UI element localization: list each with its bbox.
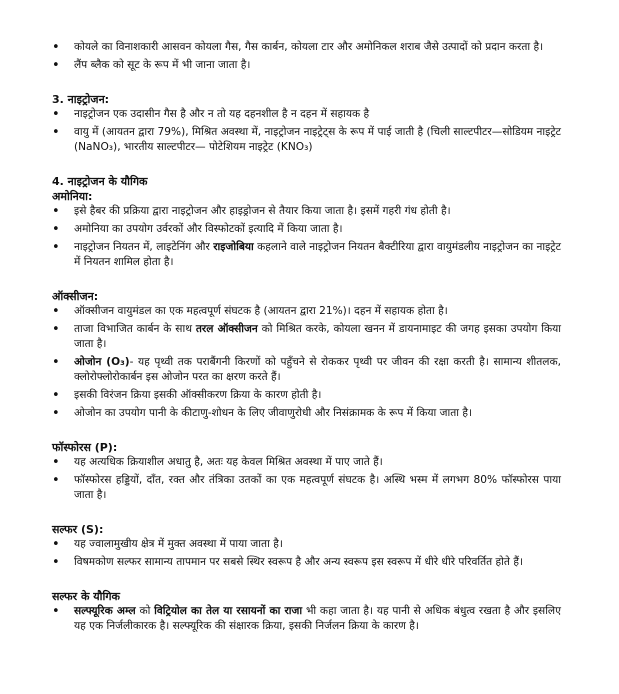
sulphur-list (52, 537, 561, 570)
list-item: • वायु में (आयतन द्वारा 79%), मिश्रित अवस्था में, नाइट्रोजन नाइट्रेट्स के रूप में पाई जाती है (चिली साल्टपीटर—सोडियम नाइट्रेट (NaNO₃), भारतीय साल्टपीटर— पोटेशियम नाइट्रेट (KNO₃) (52, 125, 561, 155)
text: को (135, 605, 155, 617)
list-item: • कोयले का विनाशकारी आसवन कोयला गैस, गैस कार्बन, कोयला टार और अमोनिकल शराब जैसे उत्पादों को प्रदान करता है। (52, 40, 561, 55)
list-item (52, 322, 561, 352)
list-item (52, 355, 561, 385)
text: नाइट्रोजन नियतन में, लाइटेनिंग और (74, 241, 214, 253)
subheading-ammonia: अमोनिया: (52, 190, 93, 203)
bold-term: राइजोबिया (213, 241, 254, 253)
section-heading-nitrogen: 3. नाइट्रोजन: (52, 93, 110, 106)
bold-term: तरल ऑक्सीजन (195, 323, 258, 335)
list-item: • इसे हैबर की प्रक्रिया द्वारा नाइट्रोजन और हाइड्रोजन से तैयार किया जाता है। इसमें गहरी गंध होती है। (52, 204, 561, 219)
sulphur-compounds-list (52, 604, 561, 634)
text: - यह पृथ्वी तक पराबैंगनी किरणों को पहुँचने से रोककर पृथ्वी पर जीवन की रक्षा करती है। सामान्य शीतलक, क्लोरोफ्लोरोकार्बन इस ओजोन परत का क्षरण करते हैं। (74, 356, 561, 383)
text: कहलाने वाले नाइट्रोजन नियतन बैक्टीरिया द्वारा वायुमंडलीय नाइट्रोजन का नाइट्रेट में नियतन शामिल होता है। (74, 241, 561, 268)
list-item: • नाइट्रोजन एक उदासीन गैस है और न तो यह दहनशील है न दहन में सहायक है (52, 107, 561, 122)
subheading-oxygen: ऑक्सीजन: (52, 290, 99, 303)
nitrogen-list (52, 107, 561, 155)
list-item: • ऑक्सीजन वायुमंडल का एक महत्वपूर्ण संघटक है (आयतन द्वारा 21%)। दहन में सहायक होता है। (52, 304, 561, 319)
text: को मिश्रित करके, कोयला खनन में डायनामाइट की जगह इसका उपयोग किया जाता है। (74, 323, 562, 350)
list-item: • यह ज्वालामुखीय क्षेत्र में मुक्त अवस्था में पाया जाता है। (52, 537, 561, 552)
subheading-phosphorus: फॉस्फोरस (P): (52, 441, 118, 454)
bold-term: ओजोन (O₃) (74, 356, 130, 368)
ammonia-list (52, 204, 561, 270)
subheading-sulphur: सल्फर (S): (52, 523, 104, 536)
section-heading-compounds: 4. नाइट्रोजन के यौगिक (52, 175, 148, 188)
bold-term: सल्फ्यूरिक अम्ल (74, 605, 136, 617)
intro-list (52, 40, 561, 73)
text: भी कहा जाता है। यह पानी से अधिक बंधुत्व रखता है और इसलिए यह एक निर्जलीकारक है। सल्फ्यूरिक की संक्षारक क्रिया, इसकी निर्जलन क्रिया के कारण है। (74, 605, 561, 632)
list-item: • अमोनिया का उपयोग उर्वरकों और विस्फोटकों इत्यादि में किया जाता है। (52, 222, 561, 237)
list-item: • इसकी विरंजन क्रिया इसकी ऑक्सीकरण क्रिया के कारण होती है। (52, 388, 561, 403)
list-item (52, 240, 561, 270)
subheading-sulphur-compounds: सल्फर के यौगिक (52, 590, 120, 603)
phosphorus-list (52, 455, 561, 503)
bold-term: विट्रियोल का तेल या रसायनों का राजा (154, 605, 303, 617)
list-item: • विषमकोण सल्फर सामान्य तापमान पर सबसे स्थिर स्वरूप है और अन्य स्वरूप इस स्वरूप में धीरे धीरे परिवर्तित होते हैं। (52, 555, 561, 570)
list-item: • ओजोन का उपयोग पानी के कीटाणु-शोधन के लिए जीवाणुरोधी और निसंक्रामक के रूप में किया जाता है। (52, 406, 561, 421)
list-item (52, 604, 561, 634)
oxygen-list (52, 304, 561, 421)
list-item: • फॉस्फोरस हड्डियों, दाँत, रक्त और तंत्रिका उतकों का एक महत्वपूर्ण संघटक है। अस्थि भस्म में लगभग 80% फॉस्फोरस पाया जाता है। (52, 473, 561, 503)
list-item: • लैंप ब्लैक को सूट के रूप में भी जाना जाता है। (52, 58, 561, 73)
text: ताजा विभाजित कार्बन के साथ (74, 323, 196, 335)
list-item: • यह अत्यधिक क्रियाशील अधातु है, अतः यह केवल मिश्रित अवस्था में पाए जाते हैं। (52, 455, 561, 470)
